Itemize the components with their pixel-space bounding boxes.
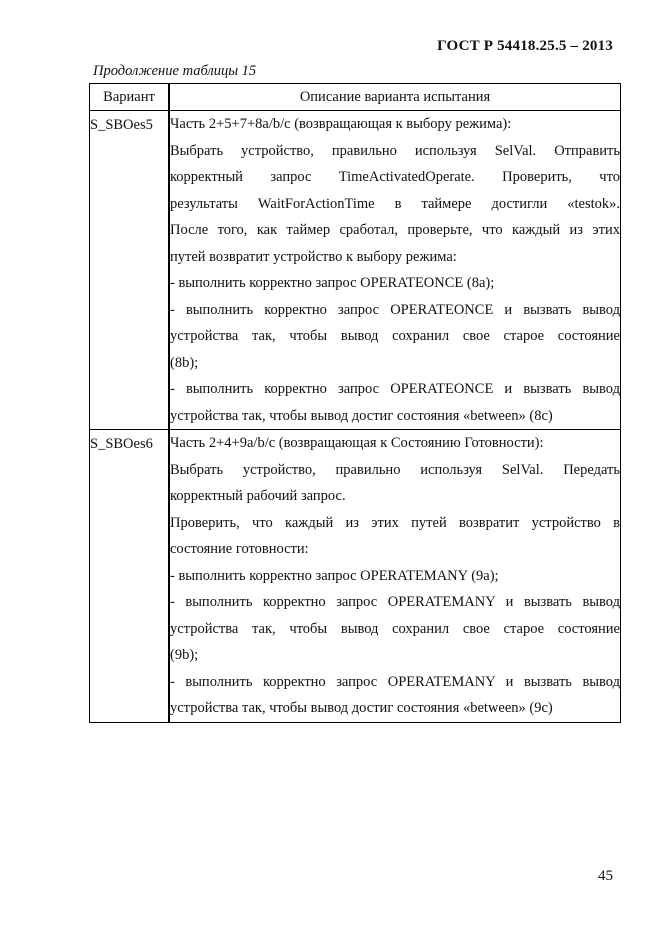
description-line: После того, как таймер сработал, проверьте, что каждый из этих <box>170 222 620 238</box>
description-line: - выполнить корректно запрос OPERATEONCE и вызвать вывод <box>170 301 620 318</box>
description-cell <box>169 111 621 430</box>
description-line: - выполнить корректно запрос OPERATEMANY и вызвать вывод <box>170 594 620 610</box>
description-line: состояние готовности: <box>170 541 309 557</box>
description-line: (9b); <box>170 647 199 663</box>
description-line: устройства так, чтобы вывод достиг состояния «between» (9c) <box>170 700 553 716</box>
column-header-variant: Вариант <box>90 84 170 111</box>
variant-code: S_SBOes6 <box>90 436 153 452</box>
description-line: Проверить, что каждый из этих путей возвратит устройство в <box>170 514 620 531</box>
description-line: Выбрать устройство, правильно используя SelVal. Отправить <box>170 142 620 159</box>
description-line: корректный запрос TimeActivatedOperate. Проверить, что <box>170 169 620 185</box>
variant-cell <box>90 111 170 430</box>
description-line: результаты WaitForActionTime в таймере достигли «testok». <box>170 195 620 212</box>
test-variants-table <box>89 83 621 723</box>
description-line: (8b); <box>170 354 199 371</box>
table-row <box>90 111 621 430</box>
variant-code: S_SBOes5 <box>90 117 153 133</box>
description-line: корректный рабочий запрос. <box>170 488 346 504</box>
description-line: путей возвратит устройство к выбору режима: <box>170 248 457 265</box>
description-line: устройства так, чтобы вывод сохранил свое старое состояние <box>170 328 620 344</box>
table-caption: Продолжение таблицы 15 <box>93 63 257 79</box>
description-line: Часть 2+5+7+8a/b/c (возвращающая к выбору режима): <box>170 116 512 132</box>
description-cell <box>169 430 621 723</box>
table-header-row <box>90 84 621 111</box>
description-line: - выполнить корректно запрос OPERATEMANY (9a); <box>170 567 499 584</box>
column-header-description: Описание варианта испытания <box>169 84 621 111</box>
variant-cell <box>90 430 170 723</box>
description-line: устройства так, чтобы вывод сохранил свое старое состояние <box>170 620 620 637</box>
description-line: Выбрать устройство, правильно используя SelVal. Передать <box>170 461 620 478</box>
description-line: Часть 2+4+9a/b/c (возвращающая к Состоянию Готовности): <box>170 435 544 451</box>
document-standard-number: ГОСТ Р 54418.25.5 – 2013 <box>437 38 613 54</box>
description-line: - выполнить корректно запрос OPERATEMANY и вызвать вывод <box>170 673 620 690</box>
description-line: - выполнить корректно запрос OPERATEONCE и вызвать вывод <box>170 381 620 397</box>
description-line: - выполнить корректно запрос OPERATEONCE (8a); <box>170 275 495 291</box>
page-number: 45 <box>598 868 613 884</box>
table-row <box>90 430 621 723</box>
description-line: устройства так, чтобы вывод достиг состояния «between» (8c) <box>170 407 553 424</box>
